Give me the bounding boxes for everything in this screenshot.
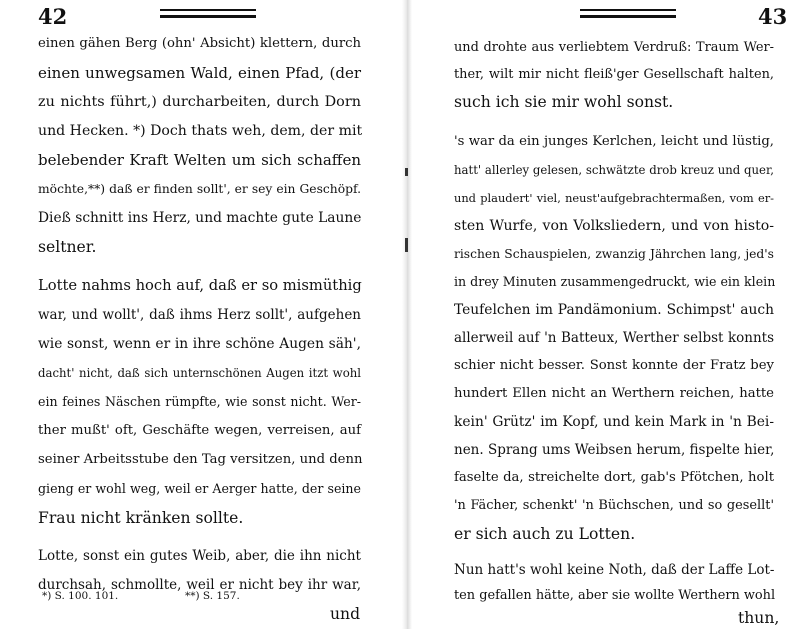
page-number: 43 <box>758 4 788 29</box>
text-line: ther, wilt mir nicht fleiß'ger Gesellschaft halten, <box>454 67 774 82</box>
text-line: wie sonst, wenn er in ihre schöne Augen säh', <box>38 336 361 352</box>
text-line: nen. Sprang ums Weibsen herum, fispelte hier, <box>454 442 775 458</box>
text-line: dacht' nicht, daß sich unternschönen Augen itzt wohl <box>38 366 361 380</box>
text-line: war, und wollt', daß ihms Herz sollt', aufgehen <box>38 307 361 323</box>
gutter-mark <box>405 168 408 176</box>
text-line: und drohte aus verliebtem Verdruß: Traum Wer- <box>454 40 774 55</box>
text-line: er sich auch zu Lotten. <box>454 525 636 543</box>
text-line: 's war da ein junges Kerlchen, leicht und lüstig, <box>454 134 774 149</box>
text-line: Lotte, sonst ein gutes Weib, aber, die ihn nicht <box>38 548 361 564</box>
header-rule <box>160 9 256 18</box>
text-line: einen unwegsamen Wald, einen Pfad, (der <box>38 64 361 82</box>
footnote: **) S. 157. <box>185 590 240 602</box>
text-line: seiner Arbeitsstube den Tag versitzen, und denn <box>38 452 363 467</box>
text-line: faselte da, streichelte dort, gab's Pfötchen, holt <box>454 470 774 485</box>
text-line: schier nicht besser. Sonst konnte der Fratz bey <box>454 358 774 373</box>
text-line: durchsah, schmollte, weil er nicht bey ihr war, <box>38 577 361 593</box>
text-line: hatt' allerley gelesen, schwätzte drob kreuz und quer, <box>454 163 774 177</box>
text-line: Lotte nahms hoch auf, daß er so mismüthig <box>38 277 362 294</box>
page-number: 42 <box>38 4 68 29</box>
header-rule <box>580 9 676 18</box>
text-line: hundert Ellen nicht an Werthern reichen, hatte <box>454 386 774 401</box>
text-line: ein feines Näschen rümpfte, wie sonst nicht. Wer- <box>38 394 361 409</box>
catchword: und <box>330 605 361 623</box>
text-line: ther mußt' oft, Geschäfte wegen, verreisen, auf <box>38 423 361 438</box>
book-gutter <box>402 0 412 629</box>
text-line: gieng er wohl weg, weil er Aerger hatte, der seine <box>38 481 361 496</box>
footnote: *) S. 100. 101. <box>42 590 119 602</box>
text-line: möchte,**) daß er finden sollt', er sey ein Geschöpf. <box>38 182 361 196</box>
text-line: belebender Kraft Welten um sich schaffen <box>38 151 361 169</box>
right-page <box>412 0 800 629</box>
text-line: rischen Schauspielen, zwanzig Jährchen lang, jed's <box>454 247 774 261</box>
text-line: 'n Fächer, schenkt' 'n Büchschen, und so gesellt' <box>454 498 774 513</box>
text-line: Nun hatt's wohl keine Noth, daß der Laffe Lot- <box>454 562 775 578</box>
text-line: in drey Minuten zusammengedruckt, wie ein klein <box>454 274 776 289</box>
text-line: Frau nicht kränken sollte. <box>38 509 244 527</box>
gutter-mark <box>405 238 408 252</box>
catchword: thun, <box>738 609 780 627</box>
text-line: kein' Grütz' im Kopf, und kein Mark in 'n Bei- <box>454 414 774 430</box>
text-line: allerweil auf 'n Batteux, Werther selbst konnts <box>454 330 774 346</box>
text-line: und plaudert' viel, neust'aufgebrachtermaßen, vom er- <box>454 191 774 205</box>
text-line: ten gefallen hätte, aber sie wollte Werthern wohl <box>454 588 776 603</box>
text-line: Dieß schnitt ins Herz, und machte gute Laune <box>38 210 362 226</box>
text-line: such ich sie mir wohl sonst. <box>454 93 674 111</box>
text-line: sten Wurfe, von Volksliedern, und von histo- <box>454 218 774 234</box>
text-line: einen gähen Berg (ohn' Absicht) klettern, durch <box>38 36 361 51</box>
text-line: Teufelchen im Pandämonium. Schimpst' auch <box>454 302 774 318</box>
text-line: und Hecken. *) Doch thats weh, dem, der mit <box>38 123 363 139</box>
text-line: seltner. <box>38 238 97 256</box>
text-line: zu nichts führt,) durcharbeiten, durch Dorn <box>38 94 361 110</box>
